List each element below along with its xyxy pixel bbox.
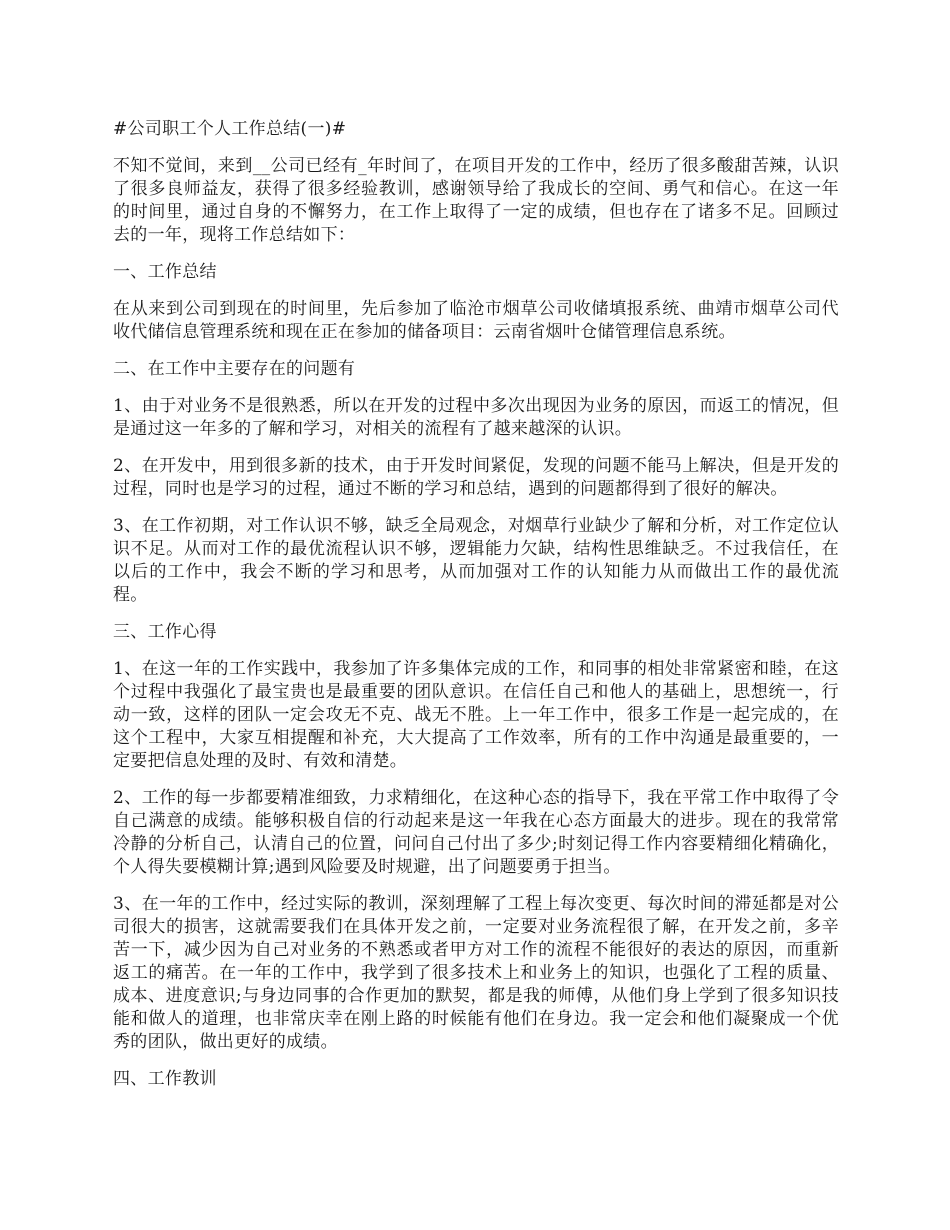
intro-paragraph: 不知不觉间，来到__公司已经有_年时间了，在项目开发的工作中，经历了很多酸甜苦辣，认识了很多良师益友，获得了很多经验教训，感谢领导给了我成长的空间、勇气和信心。在这一年的时间里，通过自身的不懈努力，在工作上取得了一定的成绩，但也存在了诸多不足。回顾过去的一年，现将工作总结如下： <box>113 156 839 245</box>
summary-paragraph: 在从来到公司到现在的时间里，先后参加了临沧市烟草公司收储填报系统、曲靖市烟草公司代收代储信息管理系统和现在正在参加的储备项目：云南省烟叶仓储管理信息系统。 <box>113 299 839 342</box>
insight-paragraph-2: 2、工作的每一步都要精准细致，力求精细化，在这种心态的指导下，我在平常工作中取得了令自己满意的成绩。能够积极自信的行动起来是这一年我在心态方面最大的进步。现在的我常常冷静的分析自己，认清自己的位置，问问自己付出了多少;时刻记得工作内容要精细化精确化，个人得失要模糊计算;遇到风险要及时规避，出了问题要勇于担当。 <box>113 788 839 877</box>
document-title: #公司职工个人工作总结(一)# <box>113 119 347 139</box>
problem-paragraph-1: 1、由于对业务不是很熟悉，所以在开发的过程中多次出现因为业务的原因，而返工的情况，但是通过这一年多的了解和学习，对相关的流程有了越来越深的认识。 <box>113 396 839 439</box>
section-heading-summary: 一、工作总结 <box>113 262 217 282</box>
section-heading-insights: 三、工作心得 <box>113 622 217 642</box>
insight-paragraph-3: 3、在一年的工作中，经过实际的教训，深刻理解了工程上每次变更、每次时间的滞延都是对公司很大的损害，这就需要我们在具体开发之前，一定要对业务流程很了解，在开发之前，多辛苦一下，减少因为自己对业务的不熟悉或者甲方对工作的流程不能很好的表达的原因，而重新返工的痛苦。在一年的工作中，我学到了很多技术上和业务上的知识，也强化了工程的质量、成本、进度意识;与身边同事的合作更加的默契，都是我的师傅，从他们身上学到了很多知识技能和做人的道理，也非常庆幸在刚上路的时候能有他们在身边。我一定会和他们凝聚成一个优秀的团队，做出更好的成绩。 <box>113 894 839 1052</box>
section-heading-lessons: 四、工作教训 <box>113 1069 217 1089</box>
section-heading-problems: 二、在工作中主要存在的问题有 <box>113 359 356 379</box>
problem-paragraph-3: 3、在工作初期，对工作认识不够，缺乏全局观念，对烟草行业缺少了解和分析，对工作定位认识不足。从而对工作的最优流程认识不够，逻辑能力欠缺，结构性思维缺乏。不过我信任，在以后的工作中，我会不断的学习和思考，从而加强对工作的认知能力从而做出工作的最优流程。 <box>113 516 839 605</box>
problem-paragraph-2: 2、在开发中，用到很多新的技术，由于开发时间紧促，发现的问题不能马上解决，但是开发的过程，同时也是学习的过程，通过不断的学习和总结，遇到的问题都得到了很好的解决。 <box>113 456 839 499</box>
document-page <box>113 118 839 1105</box>
insight-paragraph-1: 1、在这一年的工作实践中，我参加了许多集体完成的工作，和同事的相处非常紧密和睦，在这个过程中我强化了最宝贵也是最重要的团队意识。在信任自己和他人的基础上，思想统一，行动一致，这样的团队一定会攻无不克、战无不胜。上一年工作中，很多工作是一起完成的，在这个工程中，大家互相提醒和补充，大大提高了工作效率，所有的工作中沟通是最重要的，一定要把信息处理的及时、有效和清楚。 <box>113 659 839 771</box>
